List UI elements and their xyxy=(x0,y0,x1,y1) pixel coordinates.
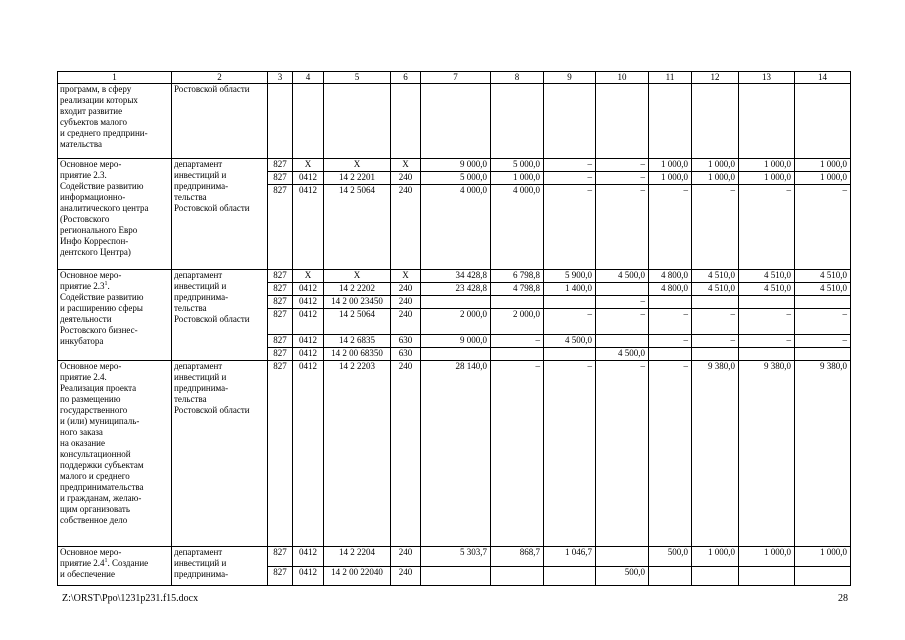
year-cell xyxy=(491,566,544,586)
year-cell: 4 510,0 xyxy=(795,283,851,296)
year-cell: – xyxy=(544,361,596,547)
expense-type-cell: 240 xyxy=(391,296,421,309)
column-number-cell: 7 xyxy=(421,72,491,84)
year-cell: 1 000,0 xyxy=(692,547,739,567)
year-cell: 4 800,0 xyxy=(649,270,692,283)
year-cell: 4 510,0 xyxy=(692,283,739,296)
column-number-cell: 3 xyxy=(268,72,293,84)
target-item-cell: 14 2 2204 xyxy=(324,547,391,567)
executor-cell: департамент инвестиций и предпринима- тельства Ростовской области xyxy=(172,159,268,270)
table-row xyxy=(58,84,851,159)
year-cell: 500,0 xyxy=(649,547,692,567)
section-code-cell: X xyxy=(293,270,324,283)
year-cell xyxy=(596,334,649,347)
ministry-code-cell: 827 xyxy=(268,566,293,586)
executor-cell: департамент инвестиций и предпринима- тельства Ростовской области xyxy=(172,361,268,547)
event-name-cell: программ, в сферу реализации которых входит развитие субъектов малого и среднего предприни- мательства xyxy=(58,84,172,159)
year-cell xyxy=(596,283,649,296)
total-cell: 5 303,7 xyxy=(421,547,491,567)
expense-type-cell: 240 xyxy=(391,547,421,567)
year-cell: – xyxy=(544,172,596,185)
table-row xyxy=(58,361,851,547)
ministry-code-cell: 827 xyxy=(268,159,293,172)
year-cell: – xyxy=(795,185,851,270)
year-cell xyxy=(491,296,544,309)
year-cell: 1 000,0 xyxy=(491,172,544,185)
year-cell: – xyxy=(692,309,739,334)
column-number-cell: 8 xyxy=(491,72,544,84)
year-cell xyxy=(649,347,692,360)
year-cell: – xyxy=(692,334,739,347)
target-item-cell: 14 2 5064 xyxy=(324,185,391,270)
target-item-cell: 14 2 00 22040 xyxy=(324,566,391,586)
column-number-cell: 1 xyxy=(58,72,172,84)
ministry-code-cell: 827 xyxy=(268,185,293,270)
year-cell: – xyxy=(544,159,596,172)
ministry-code-cell: 827 xyxy=(268,547,293,567)
table-row xyxy=(58,159,851,172)
expense-type-cell: 240 xyxy=(391,172,421,185)
year-cell: 9 380,0 xyxy=(692,361,739,547)
expense-type-cell: X xyxy=(391,159,421,172)
column-number-cell: 6 xyxy=(391,72,421,84)
expense-type-cell: 240 xyxy=(391,361,421,547)
year-cell xyxy=(649,296,692,309)
year-cell: – xyxy=(596,172,649,185)
year-cell: 2 000,0 xyxy=(491,309,544,334)
year-cell xyxy=(795,566,851,586)
column-number-cell: 10 xyxy=(596,72,649,84)
total-cell: 5 000,0 xyxy=(421,172,491,185)
executor-cell: Ростовской области xyxy=(172,84,268,159)
year-cell: – xyxy=(739,309,795,334)
event-name-cell: Основное меро- приятие 2.4. Реализация проекта по размещению государственного и (или) муниципаль- ного заказа на оказание консультационной поддержки субъектам малого и среднего предпринимательства и гражданам, желаю- щим организовать собственное дело xyxy=(58,361,172,547)
total-cell: 9 000,0 xyxy=(421,334,491,347)
file-path: Z:\ORST\Ppo\1231p231.f15.docx xyxy=(62,593,199,604)
year-cell: – xyxy=(596,361,649,547)
year-cell xyxy=(596,547,649,567)
year-cell: 4 798,8 xyxy=(491,283,544,296)
total-cell xyxy=(421,296,491,309)
year-cell xyxy=(692,296,739,309)
year-cell: 1 000,0 xyxy=(795,172,851,185)
year-cell: 1 400,0 xyxy=(544,283,596,296)
year-cell: 5 900,0 xyxy=(544,270,596,283)
expense-type-cell: 240 xyxy=(391,283,421,296)
expense-type-cell: 240 xyxy=(391,185,421,270)
section-code-cell: 0412 xyxy=(293,361,324,547)
year-cell: 1 000,0 xyxy=(795,547,851,567)
year-cell xyxy=(795,296,851,309)
year-cell: 1 000,0 xyxy=(739,172,795,185)
year-cell: 6 798,8 xyxy=(491,270,544,283)
total-cell: 34 428,8 xyxy=(421,270,491,283)
year-cell: 868,7 xyxy=(491,547,544,567)
event-name-cell: Основное меро- приятие 2.3. Содействие развитию информационно- аналитического центра (Ростовского регионального Евро Инфо Корреспон- дентского Центра) xyxy=(58,159,172,270)
year-cell xyxy=(739,566,795,586)
column-number-cell: 2 xyxy=(172,72,268,84)
executor-cell: департамент инвестиций и предпринима- xyxy=(172,547,268,586)
column-number-cell: 14 xyxy=(795,72,851,84)
column-number-cell: 5 xyxy=(324,72,391,84)
page-number: 28 xyxy=(838,593,848,604)
event-name-cell: Основное меро- приятие $2.4^1$. Создание и обеспечение xyxy=(58,547,172,586)
year-cell: 1 000,0 xyxy=(795,159,851,172)
year-cell: – xyxy=(649,334,692,347)
target-item-cell: 14 2 2203 xyxy=(324,361,391,547)
section-code-cell: X xyxy=(293,159,324,172)
year-cell: – xyxy=(596,185,649,270)
table-row xyxy=(58,547,851,567)
year-cell: 500,0 xyxy=(596,566,649,586)
year-cell: – xyxy=(491,361,544,547)
column-number-cell: 9 xyxy=(544,72,596,84)
ministry-code-cell: 827 xyxy=(268,309,293,334)
ministry-code-cell: 827 xyxy=(268,361,293,547)
column-number-row xyxy=(58,72,851,84)
ministry-code-cell: 827 xyxy=(268,296,293,309)
ministry-code-cell: 827 xyxy=(268,347,293,360)
year-cell xyxy=(544,347,596,360)
total-cell xyxy=(421,566,491,586)
year-cell: 4 510,0 xyxy=(739,270,795,283)
year-cell: 1 000,0 xyxy=(739,547,795,567)
year-cell: 4 510,0 xyxy=(795,270,851,283)
year-cell: 4 500,0 xyxy=(544,334,596,347)
year-cell xyxy=(795,347,851,360)
year-cell: 1 000,0 xyxy=(739,159,795,172)
year-cell: – xyxy=(692,185,739,270)
year-cell xyxy=(649,566,692,586)
year-cell: 1 000,0 xyxy=(692,172,739,185)
total-cell: 2 000,0 xyxy=(421,309,491,334)
year-cell: 4 500,0 xyxy=(596,347,649,360)
target-item-cell: 14 2 2202 xyxy=(324,283,391,296)
total-cell: 28 140,0 xyxy=(421,361,491,547)
section-code-cell: 0412 xyxy=(293,547,324,567)
expense-type-cell: X xyxy=(391,270,421,283)
year-cell xyxy=(739,347,795,360)
year-cell: – xyxy=(795,334,851,347)
event-name-cell: Основное меро- приятие $2.3^1$. Содействие развитию и расширению сферы деятельности Ростовского бизнес- инкубатора xyxy=(58,270,172,361)
budget-table xyxy=(57,71,851,586)
target-item-cell: 14 2 00 23450 xyxy=(324,296,391,309)
year-cell: 1 000,0 xyxy=(649,172,692,185)
target-item-cell: X xyxy=(324,270,391,283)
year-cell xyxy=(491,347,544,360)
year-cell: 4 500,0 xyxy=(596,270,649,283)
total-cell: 4 000,0 xyxy=(421,185,491,270)
year-cell: – xyxy=(739,334,795,347)
expense-type-cell: 630 xyxy=(391,334,421,347)
year-cell: – xyxy=(596,309,649,334)
year-cell: 4 510,0 xyxy=(692,270,739,283)
year-cell: – xyxy=(596,159,649,172)
section-code-cell: 0412 xyxy=(293,185,324,270)
target-item-cell: 14 2 2201 xyxy=(324,172,391,185)
year-cell: 1 000,0 xyxy=(649,159,692,172)
target-item-cell: 14 2 6835 xyxy=(324,334,391,347)
target-item-cell: 14 2 5064 xyxy=(324,309,391,334)
section-code-cell: 0412 xyxy=(293,296,324,309)
expense-type-cell: 240 xyxy=(391,309,421,334)
year-cell: – xyxy=(649,309,692,334)
year-cell: – xyxy=(649,185,692,270)
ministry-code-cell: 827 xyxy=(268,334,293,347)
year-cell xyxy=(739,296,795,309)
year-cell: – xyxy=(739,185,795,270)
section-code-cell: 0412 xyxy=(293,334,324,347)
year-cell xyxy=(544,296,596,309)
ministry-code-cell: 827 xyxy=(268,172,293,185)
total-cell xyxy=(421,347,491,360)
year-cell: – xyxy=(649,361,692,547)
section-code-cell: 0412 xyxy=(293,566,324,586)
year-cell: – xyxy=(795,309,851,334)
column-number-cell: 4 xyxy=(293,72,324,84)
year-cell: – xyxy=(544,309,596,334)
target-item-cell: X xyxy=(324,159,391,172)
column-number-cell: 11 xyxy=(649,72,692,84)
year-cell: 4 800,0 xyxy=(649,283,692,296)
ministry-code-cell: 827 xyxy=(268,270,293,283)
executor-cell: департамент инвестиций и предпринима- тельства Ростовской области xyxy=(172,270,268,361)
expense-type-cell: 630 xyxy=(391,347,421,360)
year-cell: 1 046,7 xyxy=(544,547,596,567)
target-item-cell: 14 2 00 68350 xyxy=(324,347,391,360)
ministry-code-cell: 827 xyxy=(268,283,293,296)
year-cell: – xyxy=(596,296,649,309)
total-cell: 23 428,8 xyxy=(421,283,491,296)
year-cell: 4 000,0 xyxy=(491,185,544,270)
section-code-cell: 0412 xyxy=(293,309,324,334)
column-number-cell: 13 xyxy=(739,72,795,84)
year-cell xyxy=(692,566,739,586)
section-code-cell: 0412 xyxy=(293,172,324,185)
section-code-cell: 0412 xyxy=(293,283,324,296)
year-cell: 9 380,0 xyxy=(795,361,851,547)
year-cell: 9 380,0 xyxy=(739,361,795,547)
table-row xyxy=(58,270,851,283)
column-number-cell: 12 xyxy=(692,72,739,84)
year-cell: – xyxy=(491,334,544,347)
expense-type-cell: 240 xyxy=(391,566,421,586)
year-cell xyxy=(544,566,596,586)
year-cell: 5 000,0 xyxy=(491,159,544,172)
year-cell: – xyxy=(544,185,596,270)
section-code-cell: 0412 xyxy=(293,347,324,360)
year-cell: 1 000,0 xyxy=(692,159,739,172)
total-cell: 9 000,0 xyxy=(421,159,491,172)
year-cell: 4 510,0 xyxy=(739,283,795,296)
year-cell xyxy=(692,347,739,360)
